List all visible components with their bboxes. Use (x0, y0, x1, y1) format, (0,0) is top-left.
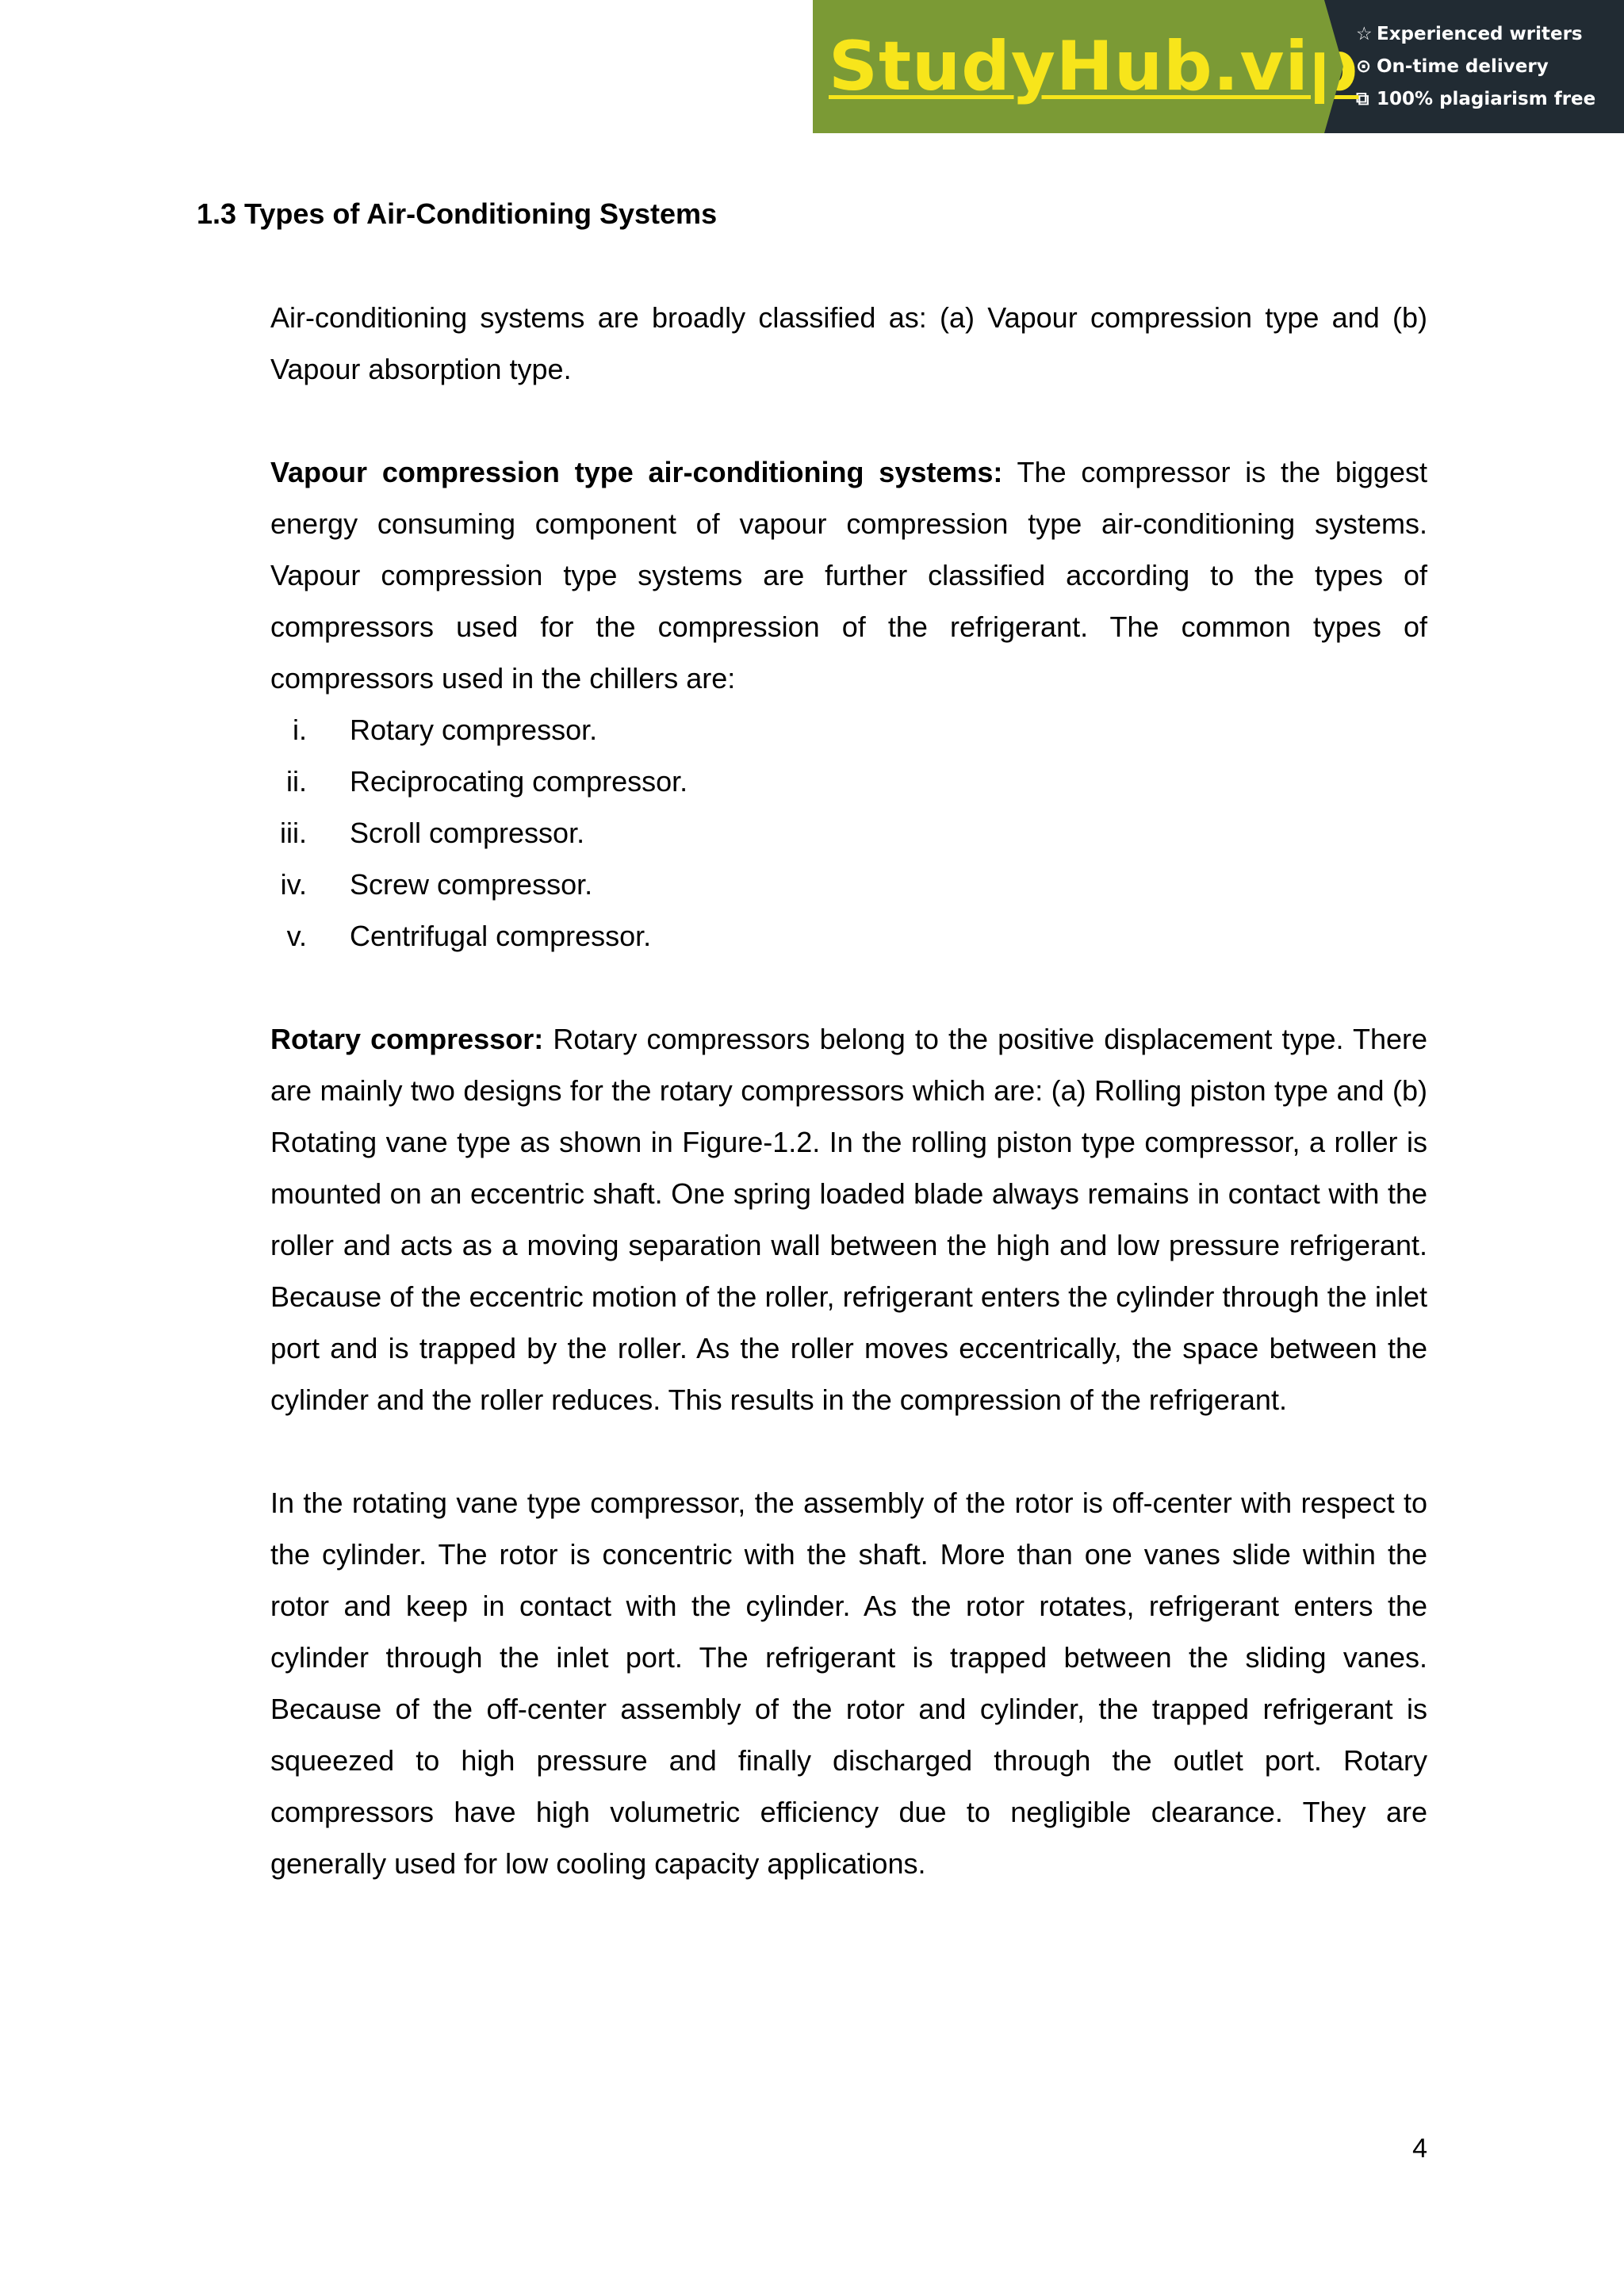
brand-panel (813, 0, 1359, 133)
brand-logo[interactable]: StudyHub.vip (829, 27, 1359, 106)
clock-icon: ⊙ (1356, 55, 1372, 77)
list-item (270, 910, 1427, 962)
vapour-compression-term: Vapour compression type air-conditioning systems: (270, 456, 1003, 488)
list-number: v. (286, 920, 307, 952)
section-heading: 1.3 Types of Air-Conditioning Systems (197, 197, 718, 230)
vapour-compression-paragraph: Vapour compression type air-conditioning systems: The compressor is the biggest energy consuming component of vapour compression type air-conditioning systems. Vapour compression type systems are further classified according to the types of compressors used for the compression of the refrigerant. The common types of compressors used in the chillers are: (270, 456, 1427, 695)
document-body (270, 292, 1427, 1941)
list-item-label: Screw compressor. (350, 868, 593, 901)
studyhub-banner[interactable] (813, 0, 1624, 133)
intro-paragraph: Air-conditioning systems are broadly classified as: (a) Vapour compression type and (b) Vapour absorption type. (270, 301, 1427, 385)
features-panel (1324, 0, 1624, 133)
feature-plagiarism-free: ⧉ 100% plagiarism free (1356, 83, 1624, 116)
list-number: ii. (286, 765, 307, 798)
page-number: 4 (1412, 2133, 1427, 2164)
list-item-label: Centrifugal compressor. (350, 920, 652, 952)
rotary-compressor-paragraph: Rotary compressor: Rotary compressors belong to the positive displacement type. There are mainly two designs for the rotary compressors which are: (a) Rolling piston type and (b) Rotating vane type as shown in Figure-1.2. In the rolling piston type compressor, a roller is mounted on an eccentric shaft. One spring loaded blade always remains in contact with the roller and acts as a moving separation wall between the high and low pressure refrigerant. Because of the eccentric motion of the roller, refrigerant enters the cylinder through the inlet port and is trapped by the roller. As the roller moves eccentrically, the space between the cylinder and the roller reduces. This results in the compression of the refrigerant. (270, 1023, 1428, 1416)
rotary-compressor-term: Rotary compressor: (270, 1023, 544, 1055)
compressor-types-list (270, 704, 1427, 962)
list-item (270, 807, 1427, 859)
list-item (270, 704, 1427, 756)
list-item-label: Scroll compressor. (350, 817, 585, 849)
star-icon: ☆ (1356, 23, 1373, 44)
feature-experienced-writers: ☆ Experienced writers (1356, 18, 1624, 51)
list-item (270, 859, 1427, 910)
feature-on-time-delivery: ⊙ On-time delivery (1356, 51, 1624, 83)
rotating-vane-paragraph: In the rotating vane type compressor, the assembly of the rotor is off-center with respect to the cylinder. The rotor is concentric with the shaft. More than one vanes slide within the rotor and keep in contact with the cylinder. As the rotor rotates, refrigerant enters the cylinder through the inlet port. The refrigerant is trapped between the sliding vanes. Because of the off-center assembly of the rotor and cylinder, the trapped refrigerant is squeezed to high pressure and finally discharged through the outlet port. Rotary compressors have high volumetric efficiency due to negligible clearance. They are generally used for low cooling capacity applications. (270, 1487, 1427, 1880)
list-item-label: Rotary compressor. (350, 714, 598, 746)
list-number: iii. (280, 817, 307, 849)
copy-icon: ⧉ (1356, 88, 1369, 109)
list-number: iv. (280, 868, 307, 901)
list-number: i. (293, 714, 307, 746)
list-item-label: Reciprocating compressor. (350, 765, 688, 798)
list-item (270, 756, 1427, 807)
